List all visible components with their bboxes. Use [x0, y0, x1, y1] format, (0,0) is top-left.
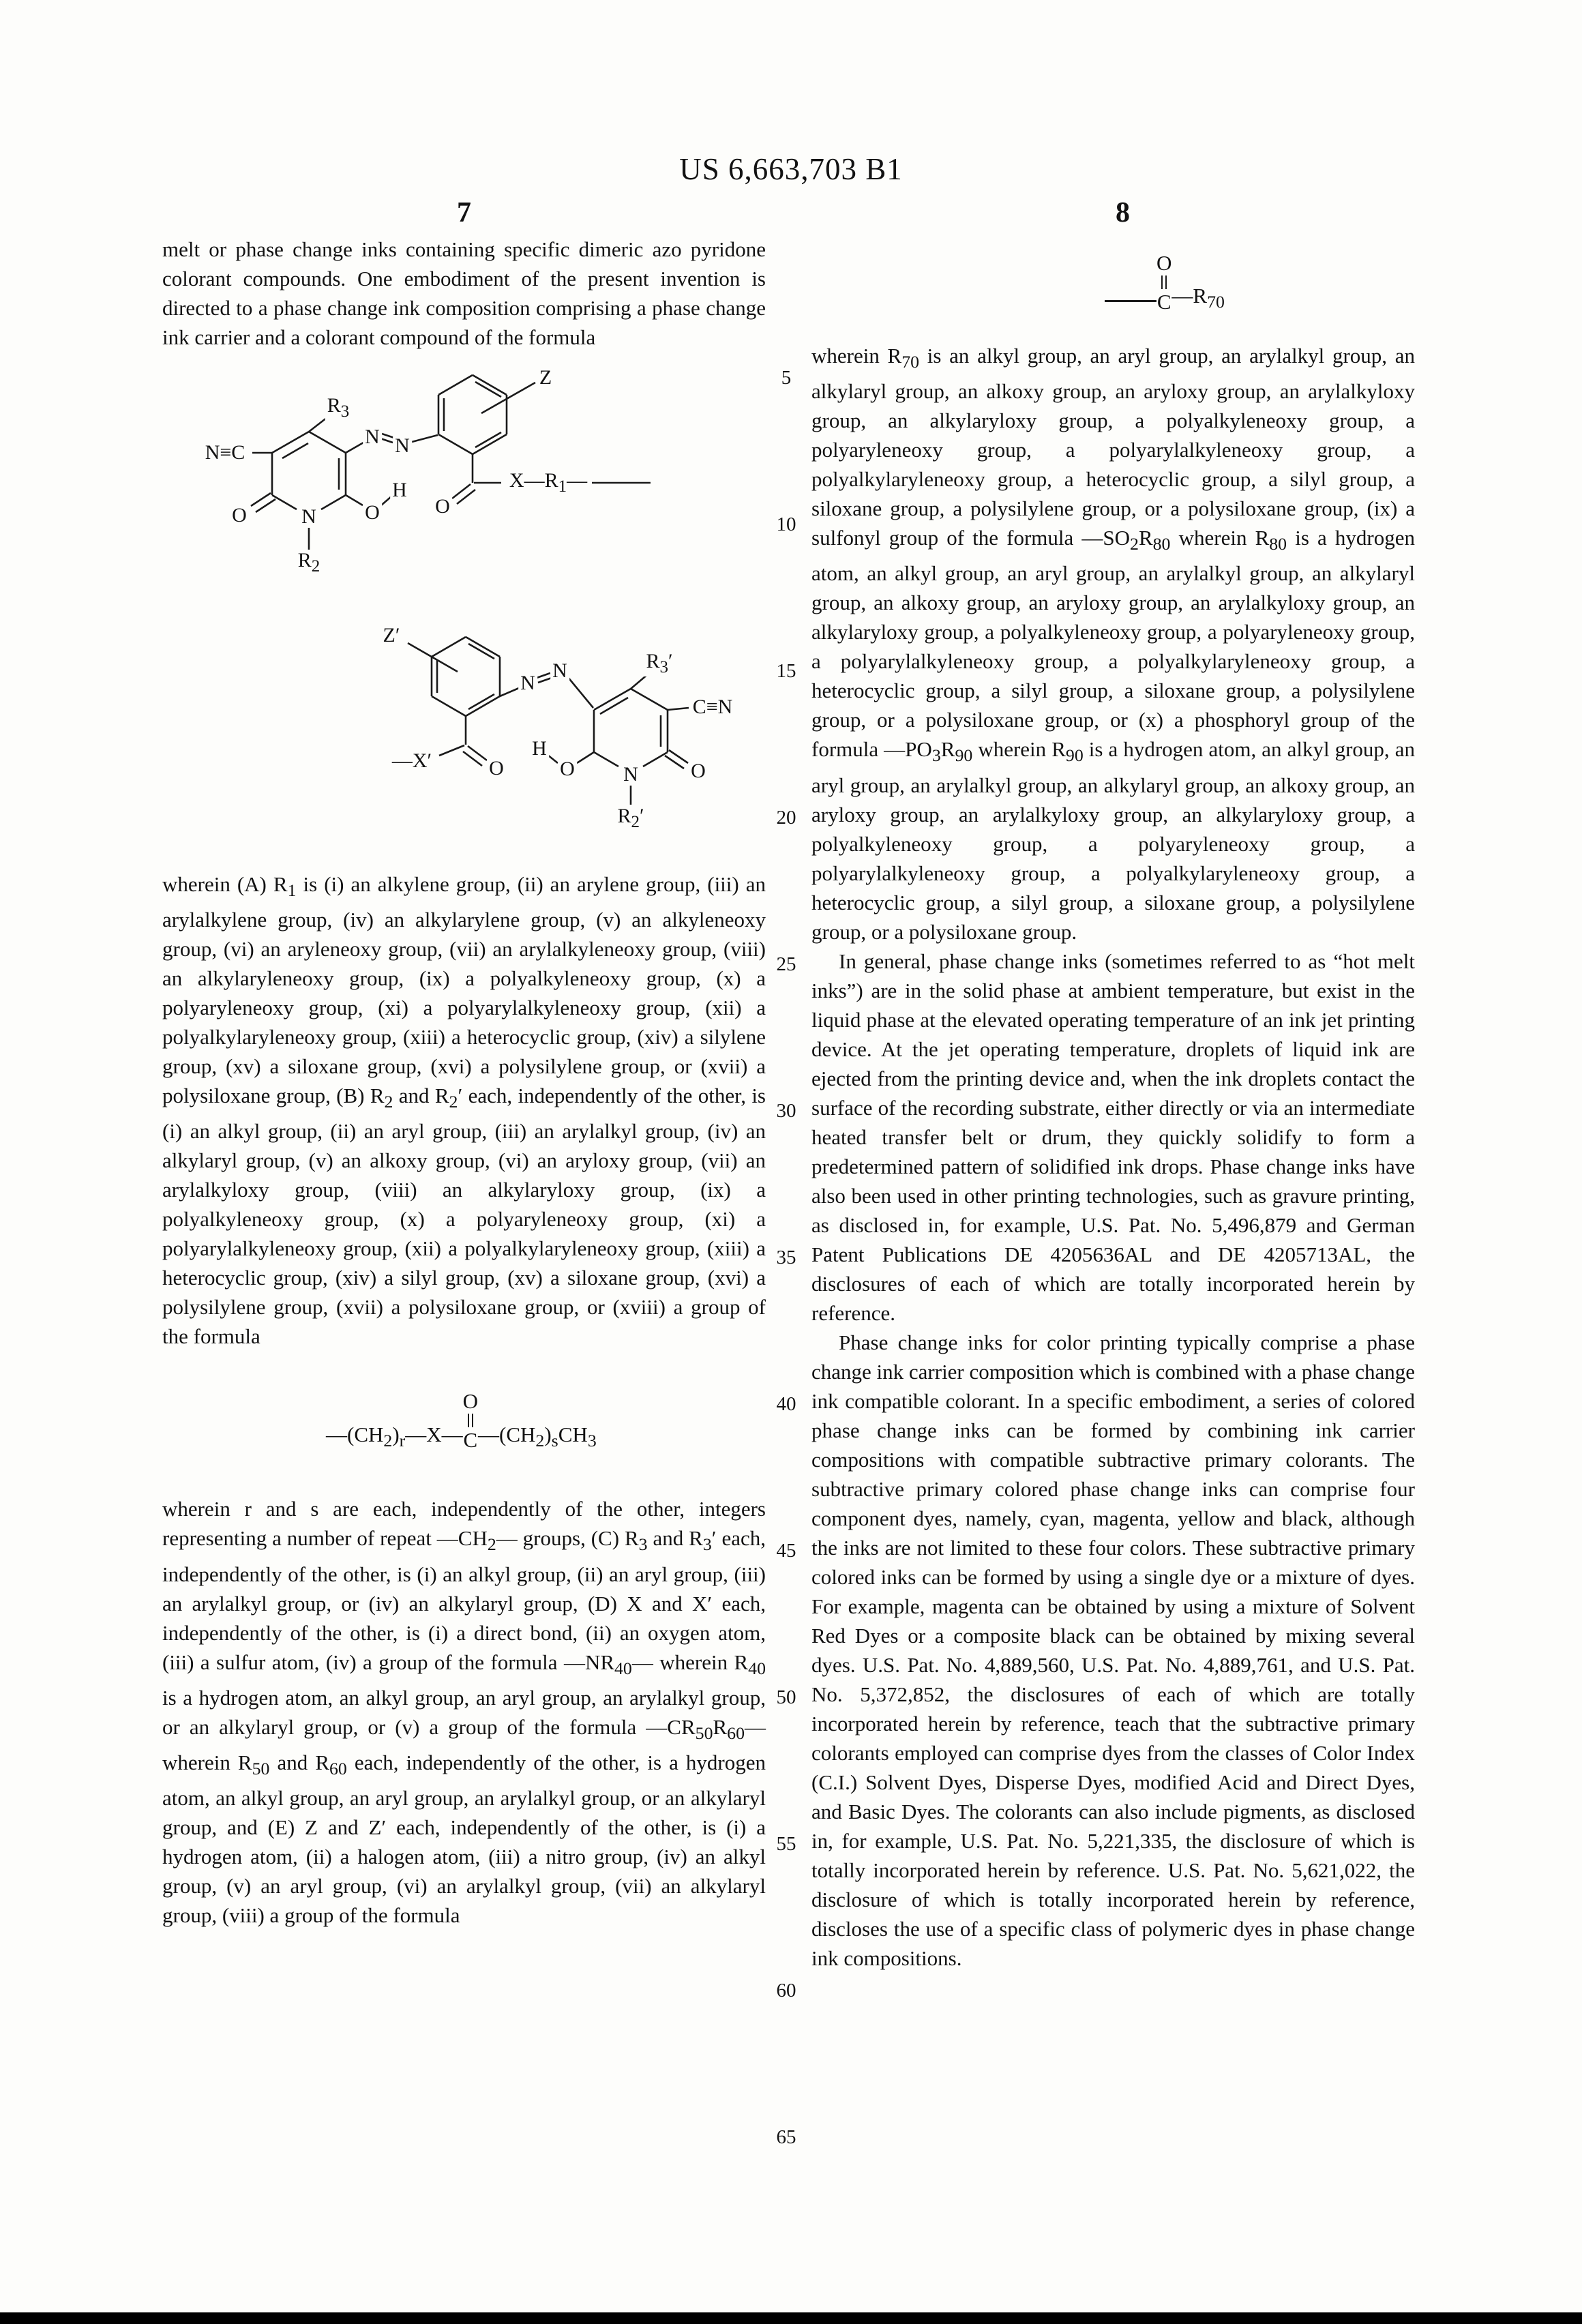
- ketone-oxygen-label: O: [230, 505, 249, 526]
- line-number: 10: [776, 513, 796, 535]
- r3-label: $R_3$: [325, 395, 352, 421]
- r2-prime-label: $R_2'$: [615, 805, 646, 831]
- azo-nitrogen-2-label: N: [550, 660, 569, 682]
- left-column-page-number: 7: [457, 197, 471, 228]
- right-column-page-number: 8: [1116, 197, 1130, 228]
- line-number: 5: [781, 367, 792, 389]
- x-prime-chain-label: —X′: [390, 750, 434, 772]
- line-number: 35: [776, 1247, 796, 1268]
- r70-definition-paragraph: wherein $R_{70}$ is an alkyl group, an aryl group, an arylalkyl group, an alkylaryl group, an alkoxy group, an aryloxy group, an arylalkyloxy group, an alkylaryloxy group, a polyalkyleneoxy group, a polyaryleneoxy group, a polyarylalkyleneoxy group, a polyalkylaryleneoxy group, a heterocyclic group, a silyl group, a siloxane group, a polysilylene group, or a polysiloxane group, (ix) a sulfonyl group of the formula $—SO_2R_{80}$ wherein $R_{80}$ is a hydrogen atom, an alkyl group, an aryl group, an arylalkyl group, an alkylaryl group, an alkoxy group, an aryloxy group, an arylalkyloxy group, an alkylaryloxy group, a polyalkyleneoxy group, a polyaryleneoxy group, a polyarylalkyleneoxy group, a polyalkylaryleneoxy group, a heterocyclic group, a silyl group, a siloxane group, a polysilylene group, or a polysiloxane group, or (x) a phosphoryl group of the formula $—PO_3R_{90}$ wherein $R_{90}$ is a hydrogen atom, an alkyl group, an aryl group, an arylalkyl group, an alkylaryl group, an alkoxy group, an aryloxy group, an arylalkyloxy group, an alkylaryloxy group, a polyalkyleneoxy group, a polyaryleneoxy group, a polyarylalkyleneoxy group, a polyalkylaryleneoxy group, a heterocyclic group, a silyl group, a siloxane group, a polysilylene group, or a polysiloxane group.: [811, 344, 1415, 944]
- double-bond-icon: [1161, 275, 1167, 289]
- nitrile-label: N≡C: [203, 442, 248, 464]
- intro-paragraph: melt or phase change inks containing specific dimeric azo pyridone colorant compounds. One embodiment of the present invention is directed to a phase change ink composition comprising a phase change ink carrier and a colorant compound of the formula: [162, 237, 766, 349]
- variable-definition-paragraph: wherein r and s are each, independently of the other, integers representing a number of repeat $—CH_2—$ groups, (C) $R_3$ and $R_3'$ each, independently of the other, is (i) an alkyl group, (ii) an aryl group, (iii) an arylalkyl group, or (iv) an alkylaryl group, (D) X and X′ each, independently of the other, is (i) a direct bond, (ii) an oxygen atom, (iii) a sulfur atom, (iv) a group of the formula $—NR_{40}—$ wherein $R_{40}$ is a hydrogen atom, an alkyl group, an aryl group, an arylalkyl group, or an alkylaryl group, or (v) a group of the formula $—CR_{50}R_{60}—$ wherein $R_{50}$ and $R_{60}$ each, independently of the other, is a hydrogen atom, an alkyl group, an aryl group, an arylalkyl group, or an alkylaryl group, and (E) Z and Z′ each, independently of the other, is (i) a hydrogen atom, (ii) a halogen atom, (iii) a nitro group, (iv) an alkyl group, (v) an aryl group, (vi) an arylalkyl group, (vii) an alkylaryl group, (viii) a group of the formula: [162, 1497, 766, 1928]
- line-number: 50: [776, 1686, 796, 1708]
- line-number: 30: [776, 1100, 796, 1122]
- line-number: 45: [776, 1540, 796, 1562]
- line-number: 65: [776, 2126, 796, 2148]
- right-column: [811, 250, 1415, 1973]
- patent-number-header: US 6,663,703 B1: [679, 152, 903, 186]
- chemical-structure-azo-pyridone-bottom: [333, 600, 851, 835]
- ring-nitrogen-label: N: [621, 764, 640, 786]
- structure-bonds: [333, 600, 851, 835]
- ring-nitrogen-label: N: [299, 506, 318, 528]
- line-number: 25: [776, 953, 796, 975]
- double-bond-icon: [468, 1414, 473, 1427]
- oxygen-label: O: [1156, 251, 1172, 275]
- acyl-r70-formula: [1105, 252, 1415, 312]
- line-number: 55: [776, 1833, 796, 1855]
- azo-nitrogen-2-label: N: [393, 435, 412, 457]
- carbonyl-oxygen-label: O: [433, 496, 452, 518]
- hydroxy-oxygen-label: O: [558, 758, 577, 780]
- carbon-label: C: [463, 1428, 478, 1452]
- nitrile-label: C≡N: [691, 696, 735, 718]
- azo-nitrogen-1-label: N: [363, 426, 382, 448]
- r3-prime-label: $R_3'$: [644, 651, 674, 676]
- line-number: 40: [776, 1393, 796, 1415]
- carbon-label: C: [1156, 290, 1171, 314]
- z-prime-substituent-label: Z′: [381, 625, 402, 646]
- formula-right-part: $—(CH_2)_sCH_3$: [478, 1422, 597, 1450]
- scan-artifact-bar: [0, 2312, 1582, 2324]
- bond-line: [1105, 300, 1156, 302]
- left-column: [162, 235, 766, 1930]
- hydrogen-label: H: [530, 738, 549, 760]
- chemical-structure-azo-pyridone-top: [162, 361, 681, 593]
- formula-right-part: $—R_{70}$: [1171, 284, 1225, 312]
- color-printing-paragraph: Phase change inks for color printing typically comprise a phase change ink carrier composition which is combined with a phase change ink compatible colorant. In a specific embodiment, a series of colored phase change inks can be formed by combining ink carrier compositions with compatible subtractive primary colorants. The subtractive primary colored phase change inks can comprise four component dyes, namely, cyan, magenta, yellow and black, although the inks are not limited to these four colors. These subtractive primary colored inks can be formed by using a single dye or a mixture of dyes. For example, magenta can be obtained by using a mixture of Solvent Red Dyes or a composite black can be obtained by mixing several dyes. U.S. Pat. No. 4,889,560, U.S. Pat. No. 4,889,761, and U.S. Pat. No. 5,372,852, the disclosures of each of which are totally incorporated herein by reference, teach that the subtractive primary colorants employed can comprise dyes from the classes of Color Index (C.I.) Solvent Dyes, Disperse Dyes, modified Acid and Direct Dyes, and Basic Dyes. The colorants can also include pigments, as disclosed in, for example, U.S. Pat. No. 5,221,335, the disclosure of which is totally incorporated herein by reference. U.S. Pat. No. 5,621,022, the disclosure of which is totally incorporated herein by reference, discloses the use of a specific class of polymeric dyes in phase change ink compositions.: [811, 1330, 1415, 1970]
- azo-nitrogen-1-label: N: [518, 672, 537, 694]
- carbonyl-group: [1156, 252, 1171, 312]
- line-number: 60: [776, 1980, 796, 2001]
- carbonyl-oxygen-label: O: [487, 758, 506, 779]
- carbonyl-group: [463, 1390, 478, 1450]
- z-substituent-label: Z: [537, 367, 554, 389]
- line-number: 15: [776, 660, 796, 682]
- oxygen-label: O: [462, 1389, 479, 1414]
- hot-melt-inks-paragraph: In general, phase change inks (sometimes referred to as “hot melt inks”) are in the solid phase at ambient temperature, but exist in the liquid phase at the elevated operating temperature of an ink jet printing device. At the jet operating temperature, droplets of liquid ink are ejected from the printing device and, when the ink droplets contact the surface of the recording substrate, either directly or via an intermediate heated transfer belt or drum, they quickly solidify to form a predetermined pattern of solidified ink drops. Phase change inks have also been used in other printing technologies, such as gravure printing, as disclosed in, for example, U.S. Pat. No. 5,496,879 and German Patent Publications DE 4205636AL and DE 4205713AL, the disclosures of each of which are totally incorporated herein by reference.: [811, 949, 1415, 1325]
- formula-left-part: $—(CH_2)_r—X—$: [326, 1422, 463, 1450]
- x-r1-chain-label: $X—R_1—$: [507, 470, 589, 496]
- structure-bonds: [162, 361, 681, 593]
- ester-chain-formula: [326, 1390, 766, 1450]
- hydrogen-label: H: [390, 479, 409, 501]
- hydroxy-oxygen-label: O: [363, 502, 382, 524]
- ketone-oxygen-label: O: [689, 760, 708, 782]
- line-number: 20: [776, 807, 796, 829]
- r2-label: $R_2$: [296, 550, 323, 576]
- substituent-definition-paragraph: wherein (A) $R_1$ is (i) an alkylene group, (ii) an arylene group, (iii) an arylalkylene group, (iv) an alkylarylene group, (v) an alkyleneoxy group, (vi) an aryleneoxy group, (vii) an arylalkyleneoxy group, (viii) an alkylaryleneoxy group, (ix) a polyalkyleneoxy group, (x) a polyaryleneoxy group, (xi) a polyarylalkyleneoxy group, (xii) a polyalkylaryleneoxy group, (xiii) a heterocyclic group, (xiv) a silylene group, (xv) a siloxane group, (xvi) a polysilylene group, or (xvii) a polysiloxane group, (B) $R_2$ and $R_2'$ each, independently of the other, is (i) an alkyl group, (ii) an aryl group, (iii) an arylalkyl group, (iv) an alkylaryl group, (v) an alkoxy group, (vi) an aryloxy group, (vii) an arylalkyloxy group, (viii) an alkylaryloxy group, (ix) a polyalkyleneoxy group, (x) a polyaryleneoxy group, (xi) a polyarylalkyleneoxy group, (xii) a polyalkylaryleneoxy group, (xiii) a heterocyclic group, (xiv) a silyl group, (xv) a siloxane group, (xvi) a polysilylene group, (xvii) a polysiloxane group, or (xviii) a group of the formula: [162, 872, 766, 1349]
